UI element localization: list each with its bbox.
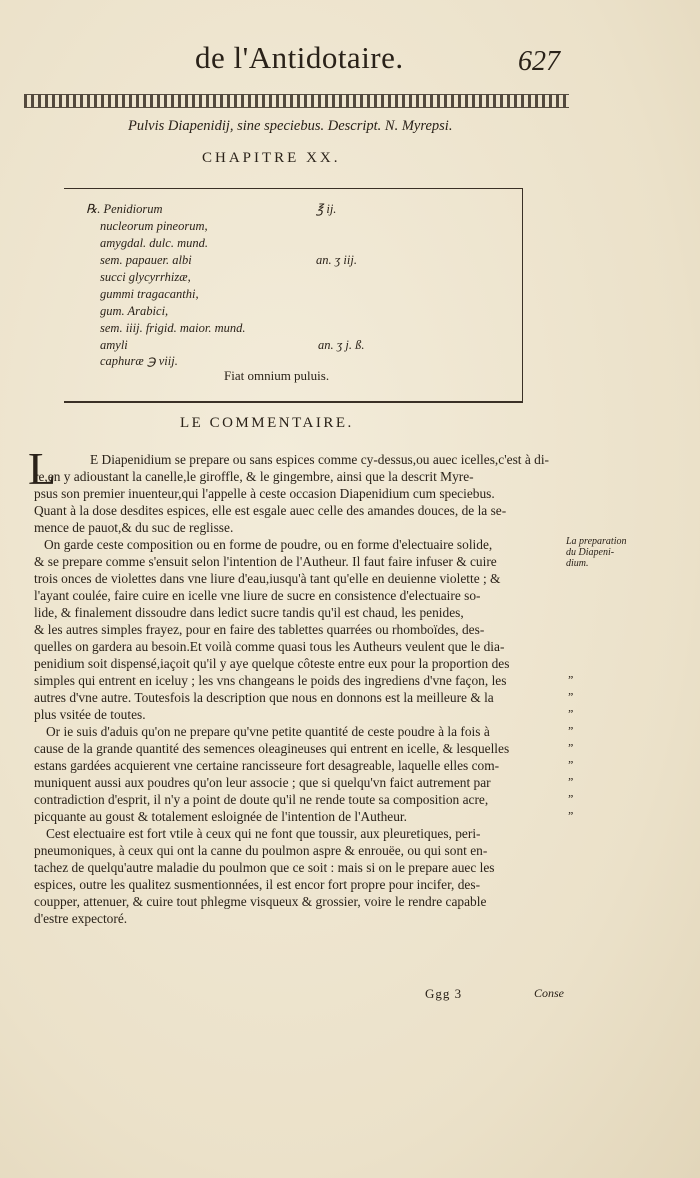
quote-mark: „ [568, 734, 575, 748]
commentary-line: picquante au goust & totalement esloignée de l'intention de l'Autheur. [34, 809, 407, 824]
catchword: Conse [534, 986, 564, 1000]
commentary-line: muniquent aussi aux poudres qu'on leur associe ; que si quelqu'vn faict autrement par [34, 775, 491, 790]
chapter-heading: CHAPITRE XX. [202, 150, 341, 166]
commentary-line: trois onces de violettes dans vne liure d'eau,iusqu'à tant qu'elle en deuienne violette ; & [34, 571, 501, 586]
ingredient-name: sem. iiij. frigid. maior. mund. [100, 321, 246, 335]
margin-note-line: dium. [566, 558, 589, 569]
commentary-line: tachez de quelqu'autre maladie du poulmon que ce soit : mais si on le prepare auec les [34, 860, 495, 875]
ingredient-name: gummi tragacanthi, [100, 287, 199, 301]
commentary-line: & se prepare comme s'ensuit selon l'intention de l'Autheur. Il faut faire infuser & cuire [34, 554, 497, 569]
ingredient-name: nucleorum pineorum, [100, 219, 208, 233]
drop-cap: L [28, 443, 57, 494]
commentary-line: plus vsitée de toutes. [34, 707, 146, 722]
recipe-closing: Fiat omnium puluis. [224, 368, 330, 383]
margin-note-line: du Diapeni- [566, 547, 615, 558]
margin-note-line: La preparation [566, 536, 627, 547]
ingredient-name: ℞. Penidiorum [86, 202, 163, 216]
commentary-heading: LE COMMENTAIRE. [180, 415, 354, 431]
commentary-line: estans gardées acquierent vne certaine rancisseure fort desagreable, laquelle elles com- [34, 758, 500, 773]
commentary-line: psus son premier inuenteur,qui l'appelle à ceste occasion Diapenidium cum speciebus. [34, 486, 495, 501]
quote-mark: „ [568, 666, 575, 680]
ingredient-name: caphuræ ℈ viij. [100, 354, 178, 368]
quote-mark: „ [568, 717, 575, 731]
quote-mark: „ [568, 683, 575, 697]
commentary-line: autres d'vne autre. Toutesfois la description que nous en donnons est la meilleure & la [34, 690, 494, 705]
commentary-line: lide, & finalement dissoudre dans ledict sucre tandis qu'il est chaud, les penides, [34, 605, 464, 620]
signature-mark: Ggg 3 [425, 986, 463, 1001]
ornamental-border [24, 94, 569, 108]
commentary-line: quelles on gardera au besoin.Et voilà comme quasi tous les Autheurs veulent que le dia- [34, 639, 505, 654]
commentary-line: pneumoniques, à ceux qui ont la canne du poulmon aspre & enrouëe, ou qui sont en- [34, 843, 488, 858]
ingredient-quantity: ℥ ij. [316, 202, 337, 216]
commentary-line: E Diapenidium se prepare ou sans espices comme cy-dessus,ou auec icelles,c'est à di- [90, 452, 550, 467]
commentary-line: coupper, attenuer, & cuire tout phlegme visqueux & grossier, voire le rendre capable [34, 894, 487, 909]
commentary-line: espices, outre les qualitez susmentionnées, il est encor fort propre pour incifer, des- [34, 877, 481, 892]
commentary-line: Or ie suis d'aduis qu'on ne prepare qu'vne petite quantité de ceste poudre à la fois à [46, 724, 490, 739]
commentary-line: & les autres simples frayez, pour en faire des tablettes quarrées ou rhomboïdes, des- [34, 622, 485, 637]
ingredient-name: sem. papauer. albi [100, 253, 192, 267]
ingredient-name: amyli [100, 338, 128, 352]
commentary-line: simples qui entrent en iceluy ; les vns changeans le poids des ingrediens d'vne façon, les [34, 673, 507, 688]
ingredient-name: amygdal. dulc. mund. [100, 236, 208, 250]
commentary-line: mence de pauot,& du suc de reglisse. [34, 520, 234, 535]
commentary-line: contradiction d'esprit, il n'y a point de doute qu'il ne rende toute sa composition acre, [34, 792, 489, 807]
recipe-title: Pulvis Diapenidij, sine speciebus. Descript. N. Myrepsi. [128, 118, 453, 134]
commentary-line: l'ayant coulée, faire cuire en icelle vne liure de sucre en consistence d'electuaire so- [34, 588, 481, 603]
commentary-line: d'estre expectoré. [34, 911, 128, 926]
commentary-line: Cest electuaire est fort vtile à ceux qui ne font que toussir, aux pleuretiques, peri- [46, 826, 481, 841]
quote-mark: „ [568, 785, 575, 799]
commentary-line: re,en y adioustant la canelle,le giroffle, & le gingembre, ainsi que la descrit Myre- [34, 469, 474, 484]
commentary-line: cause de la grande quantité des semences oleagineuses qui entrent en icelle, & lesquelles [34, 741, 510, 756]
commentary-line: On garde ceste composition ou en forme de poudre, ou en forme d'electuaire solide, [44, 537, 493, 552]
ingredient-name: succi glycyrrhizæ, [100, 270, 191, 284]
ingredient-quantity: an. ʒ iij. [316, 253, 357, 267]
quote-mark: „ [568, 751, 575, 765]
quote-mark: „ [568, 768, 575, 782]
ingredient-quantity: an. ʒ j. ß. [318, 338, 365, 352]
ingredient-name: gum. Arabici, [100, 304, 169, 318]
quote-mark: „ [568, 802, 575, 816]
commentary-line: Quant à la dose desdites espices, elle est esgale auec celle des amandes douces, de la se- [34, 503, 507, 518]
page-number: 627 [518, 46, 560, 77]
commentary-line: penidium soit dispensé,iaçoit qu'il y aye quelque côteste entre eux pour la proportion des [34, 656, 510, 671]
quote-mark: „ [568, 700, 575, 714]
running-header-title: de l'Antidotaire. [195, 40, 404, 75]
